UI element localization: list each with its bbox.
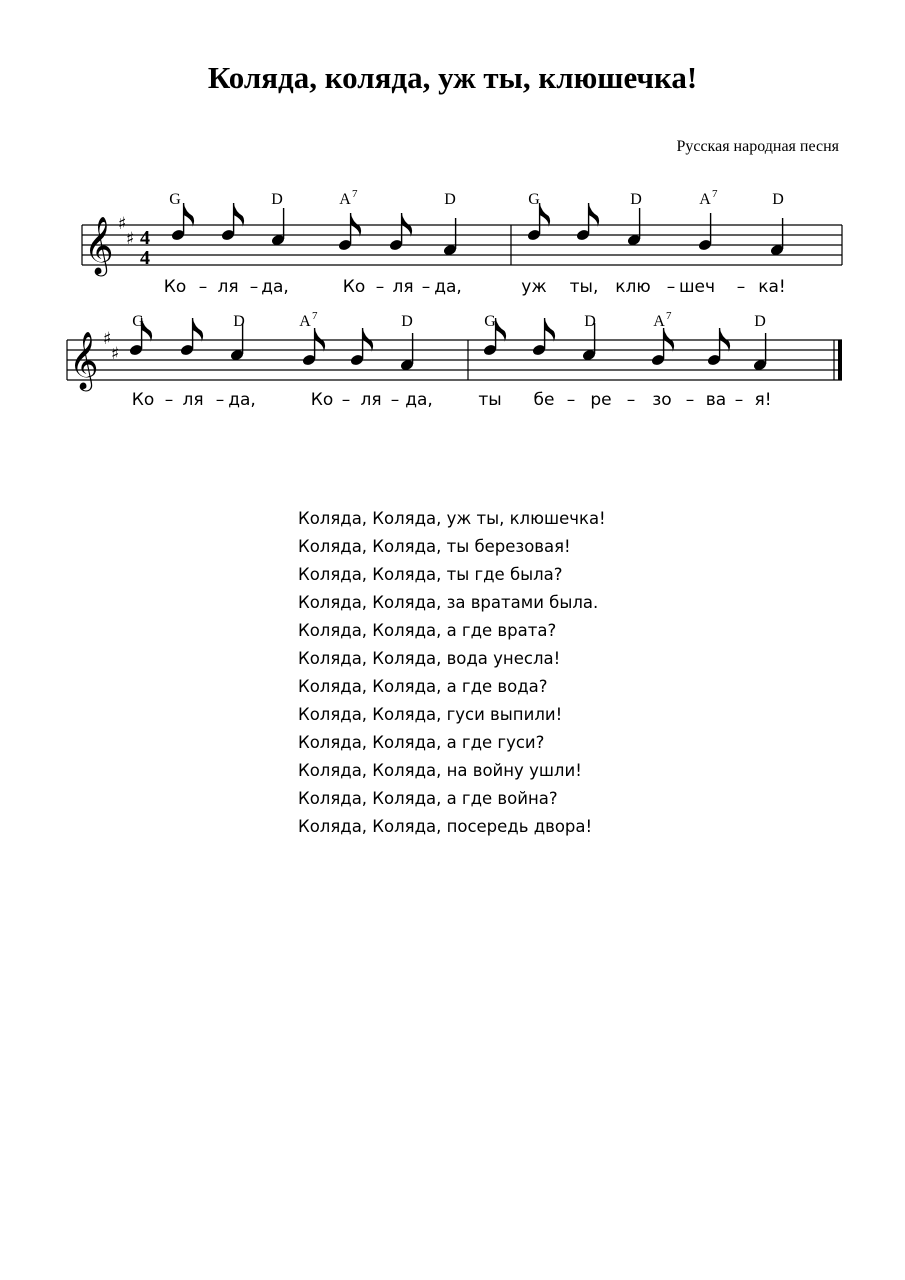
- lyric-syllable: –: [375, 277, 385, 297]
- music-score: [0, 0, 905, 420]
- lyric-syllable: Ко: [310, 390, 334, 410]
- lyric-syllable: клю: [615, 277, 651, 297]
- lyrics-system-1: [164, 277, 786, 297]
- lyric-syllable: –: [734, 390, 744, 410]
- chord-symbol: A: [653, 313, 665, 330]
- eighth-note: [171, 203, 195, 242]
- eighth-note: [338, 213, 362, 252]
- staff-system-1: [82, 188, 842, 297]
- lyric-syllable: зо: [652, 390, 672, 410]
- lyric-syllable: я!: [754, 390, 772, 410]
- lyric-syllable: ля: [217, 277, 239, 297]
- lyric-syllable: –: [421, 277, 431, 297]
- chord-symbol: D: [772, 191, 784, 208]
- verse-line: Коляда, Коляда, гуси выпили!: [298, 705, 563, 724]
- verse-line: Коляда, Коляда, на войну ушли!: [298, 761, 582, 780]
- chord-extension: 7: [666, 310, 672, 322]
- eighth-note: [221, 203, 245, 242]
- lyric-syllable: ты: [478, 390, 502, 410]
- chord-extension: 7: [352, 188, 358, 200]
- verse-line: Коляда, Коляда, ты березовая!: [298, 537, 571, 556]
- svg-text:4: 4: [140, 247, 150, 269]
- verse-line: Коляда, Коляда, ты где была?: [298, 565, 563, 584]
- notes-system-2: [129, 318, 768, 372]
- lyric-syllable: –: [666, 277, 676, 297]
- chord-symbol: D: [630, 191, 642, 208]
- chord-extension: 7: [712, 188, 718, 200]
- chord-extension: 7: [312, 310, 318, 322]
- chord-symbol: D: [754, 313, 766, 330]
- lyric-syllable: шеч: [678, 277, 716, 297]
- sharp-f-icon: ♯: [118, 214, 127, 234]
- lyric-syllable: –: [626, 390, 636, 410]
- eighth-note: [527, 203, 551, 242]
- treble-clef-icon: 𝄞: [69, 331, 99, 389]
- lyrics-system-2: [132, 390, 772, 410]
- verse-line: Коляда, Коляда, а где гуси?: [298, 733, 545, 752]
- lyric-syllable: –: [198, 277, 208, 297]
- lyric-syllable: –: [341, 390, 351, 410]
- time-signature: [140, 227, 150, 269]
- verse-line: Коляда, Коляда, за вратами была.: [298, 593, 599, 612]
- eighth-note: [302, 328, 326, 367]
- treble-clef-icon: 𝄞: [84, 216, 114, 274]
- chord-symbol: A: [699, 191, 711, 208]
- lyric-syllable: ты,: [569, 277, 599, 297]
- verse-line: Коляда, Коляда, а где война?: [298, 789, 558, 808]
- verse-line: Коляда, Коляда, вода унесла!: [298, 649, 561, 668]
- verse-line: Коляда, Коляда, уж ты, клюшечка!: [298, 509, 606, 528]
- sharp-c-icon: ♯: [111, 344, 120, 364]
- final-barline-thick: [838, 340, 842, 380]
- eighth-note: [651, 328, 675, 367]
- eighth-note: [180, 318, 204, 357]
- eighth-note: [576, 203, 600, 242]
- lyric-syllable: ля: [360, 390, 382, 410]
- song-origin: Русская народная песня: [676, 138, 839, 155]
- sharp-c-icon: ♯: [126, 229, 135, 249]
- quarter-note: [271, 208, 286, 247]
- lyric-syllable: ля: [392, 277, 414, 297]
- lyric-syllable: да,: [405, 390, 433, 410]
- staff-lines: [82, 225, 842, 265]
- lyric-syllable: ка!: [758, 277, 786, 297]
- chord-symbol: D: [444, 191, 456, 208]
- quarter-note: [770, 218, 785, 257]
- chords-system-1: [169, 188, 784, 208]
- lyric-syllable: Ко: [131, 390, 155, 410]
- verses-list: [298, 505, 606, 841]
- chord-symbol: G: [528, 191, 540, 208]
- eighth-note: [707, 328, 731, 367]
- quarter-note: [443, 218, 458, 257]
- lyric-syllable: уж: [521, 277, 547, 297]
- lyric-syllable: –: [390, 390, 400, 410]
- chord-symbol: G: [484, 313, 496, 330]
- lyric-syllable: –: [736, 277, 746, 297]
- verse-line: Коляда, Коляда, а где вода?: [298, 677, 548, 696]
- eighth-note: [389, 213, 413, 252]
- svg-text:4: 4: [140, 227, 150, 249]
- lyric-syllable: ре: [590, 390, 612, 410]
- lyric-syllable: –: [215, 390, 225, 410]
- notes-system-1: [171, 203, 785, 257]
- chord-symbol: D: [401, 313, 413, 330]
- chord-symbol: A: [339, 191, 351, 208]
- quarter-note: [400, 333, 415, 372]
- lyric-syllable: да,: [261, 277, 289, 297]
- verse-line: Коляда, Коляда, а где врата?: [298, 621, 557, 640]
- song-title: Коляда, коляда, уж ты, клюшечка!: [207, 60, 698, 95]
- staff-system-2: [67, 310, 842, 410]
- lyric-syllable: да,: [228, 390, 256, 410]
- chord-symbol: A: [299, 313, 311, 330]
- sharp-f-icon: ♯: [103, 329, 112, 349]
- lyric-syllable: бе: [533, 390, 555, 410]
- lyric-syllable: ва: [705, 390, 727, 410]
- quarter-note: [753, 333, 768, 372]
- chords-system-2: [132, 310, 766, 330]
- eighth-note: [350, 328, 374, 367]
- lyric-syllable: Ко: [342, 277, 366, 297]
- lyric-syllable: –: [566, 390, 576, 410]
- chord-symbol: D: [233, 313, 245, 330]
- quarter-note: [698, 213, 713, 252]
- lyric-syllable: –: [164, 390, 174, 410]
- lyric-syllable: –: [249, 277, 259, 297]
- chord-symbol: G: [169, 191, 181, 208]
- eighth-note: [532, 318, 556, 357]
- lyric-syllable: Ко: [163, 277, 187, 297]
- lyric-syllable: –: [685, 390, 695, 410]
- staff-lines: [67, 340, 842, 380]
- quarter-note: [627, 208, 642, 247]
- chord-symbol: G: [132, 313, 144, 330]
- chord-symbol: D: [271, 191, 283, 208]
- verse-line: Коляда, Коляда, посередь двора!: [298, 817, 593, 836]
- lyric-syllable: ля: [182, 390, 204, 410]
- chord-symbol: D: [584, 313, 596, 330]
- lyric-syllable: да,: [434, 277, 462, 297]
